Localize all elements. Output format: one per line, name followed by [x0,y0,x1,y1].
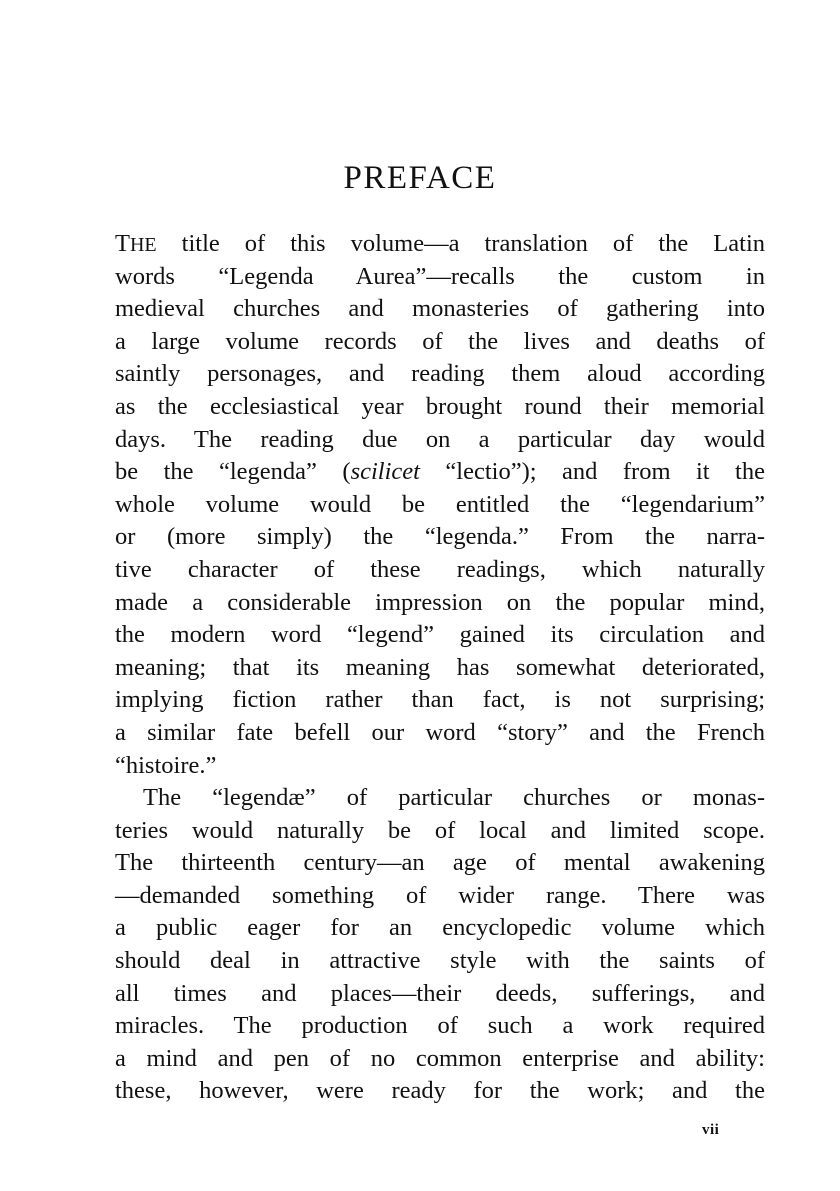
page-title: PREFACE [343,160,497,196]
text-line: words “Legenda Aurea”—recalls the custom in [115,262,765,290]
preface-body [115,228,765,1108]
text-line: teries would naturally be of local and limited scope. [115,816,765,844]
text-line: —demanded something of wider range. There was [115,881,765,909]
text-line: medieval churches and monasteries of gathering into [115,295,765,323]
text-line: these, however, were ready for the work; and the [115,1077,765,1105]
text-line: made a considerable impression on the popular mind, [115,588,765,616]
text-line: a similar fate befell our word “story” and the French [115,718,765,746]
text-line: all times and places—their deeds, sufferings, and [115,979,765,1007]
text-line: a large volume records of the lives and deaths of [115,327,765,355]
text-line: The thirteenth century—an age of mental awakening [115,849,765,877]
text-line: as the ecclesiastical year brought round their memorial [115,392,765,420]
text-line: be the “legenda” (scilicet “lectio”); and from it the [115,458,765,486]
text-line: implying fiction rather than fact, is not surprising; [115,686,765,714]
text-line: whole volume would be entitled the “legendarium” [115,490,765,518]
text-line: “histoire.” [115,751,217,779]
text-line: days. The reading due on a particular day would [115,425,765,453]
text-line: The “legendæ” of particular churches or monas- [143,784,765,812]
text-line: saintly personages, and reading them aloud according [115,360,765,388]
text-line: THE title of this volume—a translation of the Latin [115,230,765,257]
text-line: miracles. The production of such a work required [115,1012,765,1040]
text-line: a mind and pen of no common enterprise and ability: [115,1044,765,1072]
text-line: should deal in attractive style with the saints of [115,947,765,975]
text-line: tive character of these readings, which naturally [115,555,765,583]
page-number: vii [702,1122,720,1138]
text-line: the modern word “legend” gained its circulation and [115,621,765,649]
text-line: or (more simply) the “legenda.” From the narra- [115,523,765,551]
text-line: meaning; that its meaning has somewhat deteriorated, [115,653,765,681]
text-line: a public eager for an encyclopedic volume which [115,914,765,942]
